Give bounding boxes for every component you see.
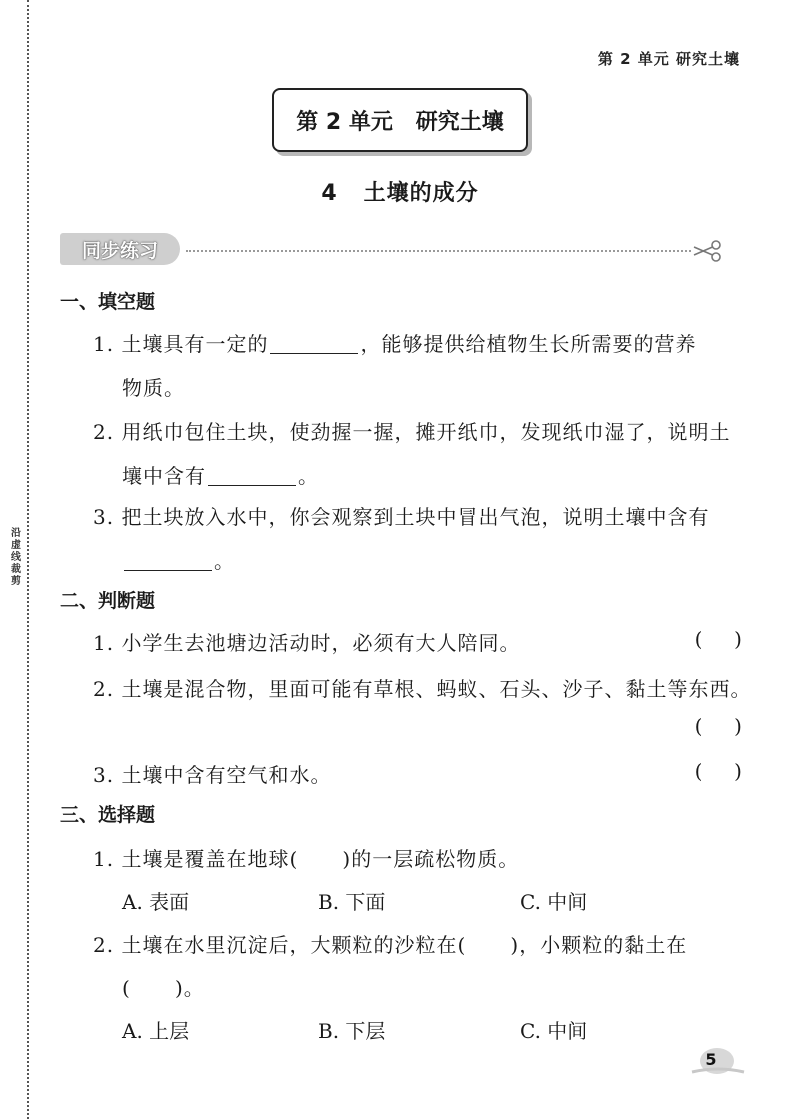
- judge-answer-3[interactable]: ( ): [694, 759, 742, 783]
- choice-q2-line2: ( )。: [122, 976, 205, 1000]
- section-tag: [60, 233, 180, 265]
- part1-heading: 一、填空题: [60, 291, 156, 313]
- choice-q1-option-a[interactable]: A. 表面: [122, 890, 190, 914]
- fill-question-3-cont: [122, 545, 235, 574]
- section-tag-label: 同步练习: [81, 239, 158, 262]
- judge-question-3: 3. 土壤中含有空气和水。: [93, 763, 332, 787]
- cut-label: 沿虚线裁剪: [8, 528, 24, 588]
- cut-dotted-line: [27, 0, 29, 1119]
- fill-q1-cont: 物质。: [122, 376, 185, 400]
- scissors-icon: [692, 238, 724, 264]
- fill-question-2-cont: [122, 460, 319, 489]
- judge-question-2: 2. 土壤是混合物，里面可能有草根、蚂蚁、石头、沙子、黏土等东西。: [93, 677, 752, 701]
- section-dotted-line: [186, 250, 691, 252]
- choice-q2-option-a[interactable]: A. 上层: [122, 1019, 190, 1043]
- judge-answer-1[interactable]: ( ): [694, 627, 742, 651]
- unit-title-box: [272, 88, 528, 152]
- choice-q2-option-b[interactable]: B. 下层: [318, 1019, 386, 1043]
- fill-blank-1[interactable]: [270, 336, 358, 354]
- fill-question-1: [93, 328, 696, 357]
- fill-q3-line1: 3. 把土块放入水中，你会观察到土块中冒出气泡，说明土壤中含有: [93, 505, 710, 529]
- judge-answer-2[interactable]: ( ): [694, 714, 742, 738]
- fill-q2-before: 壤中含有: [122, 464, 206, 488]
- choice-q2-option-c[interactable]: C. 中间: [520, 1019, 588, 1043]
- choice-question-1: 1. 土壤是覆盖在地球( )的一层疏松物质。: [93, 847, 520, 871]
- choice-q1-option-b[interactable]: B. 下面: [318, 890, 386, 914]
- choice-q2-line1: 2. 土壤在水里沉淀后，大颗粒的沙粒在( )，小颗粒的黏土在: [93, 933, 688, 957]
- choice-q1-option-c[interactable]: C. 中间: [520, 890, 588, 914]
- lesson-title: 4 土壤的成分: [321, 181, 479, 206]
- fill-q3-after: 。: [214, 549, 235, 573]
- fill-blank-3[interactable]: [124, 553, 212, 571]
- fill-q2-after: 。: [298, 464, 319, 488]
- part3-heading: 三、选择题: [60, 804, 156, 826]
- fill-q1-before: 1. 土壤具有一定的: [93, 332, 269, 356]
- judge-question-1: 1. 小学生去池塘边活动时，必须有大人陪同。: [93, 631, 521, 655]
- unit-title: 第 2 单元 研究土壤: [296, 109, 504, 135]
- fill-q1-after: ，能够提供给植物生长所需要的营养: [360, 332, 697, 356]
- page-swoosh-decoration: [690, 1066, 746, 1076]
- fill-q2-line1: 2. 用纸巾包住土块，使劲握一握，摊开纸巾，发现纸巾湿了，说明土: [93, 420, 731, 444]
- part2-heading: 二、判断题: [60, 590, 156, 612]
- running-head: 第 2 单元 研究土壤: [597, 50, 740, 68]
- page-number: 5: [705, 1050, 717, 1069]
- fill-blank-2[interactable]: [208, 468, 296, 486]
